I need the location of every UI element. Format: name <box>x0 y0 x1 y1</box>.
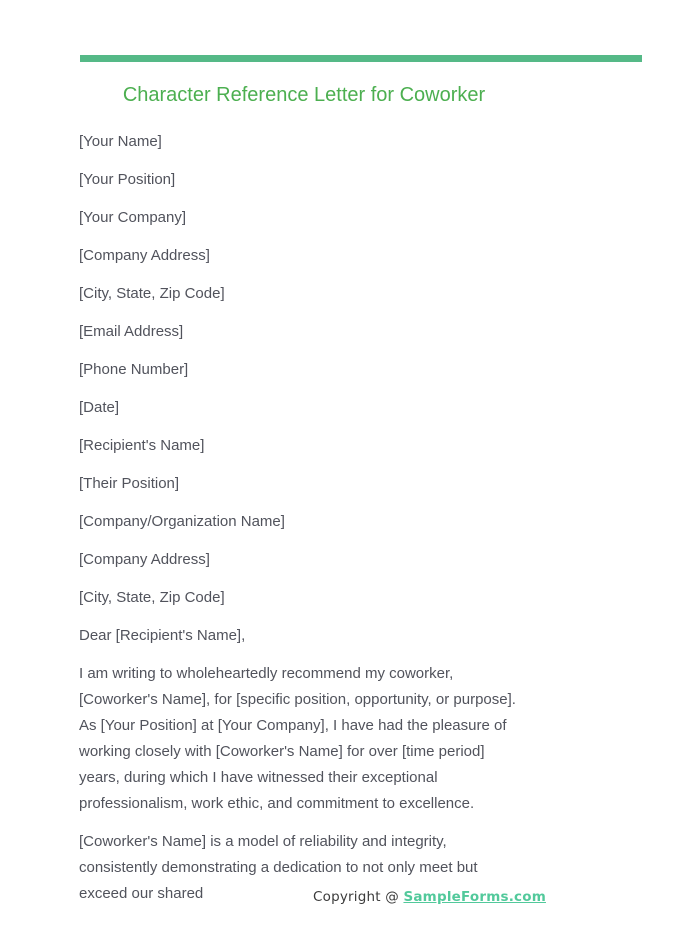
letter-line-date: [Date] <box>79 399 120 416</box>
letter-line-their-position: [Their Position] <box>79 475 180 492</box>
letter-line-phone-number: [Phone Number] <box>79 361 189 378</box>
letter-line-company-address: [Company Address] <box>79 247 210 264</box>
letter-line-your-position: [Your Position] <box>79 171 176 188</box>
footer <box>313 889 546 905</box>
page-title: Character Reference Letter for Coworker <box>122 84 486 106</box>
copyright-text: Copyright @ <box>313 889 404 905</box>
letter-salutation: Dear [Recipient's Name], <box>79 627 246 644</box>
letter-paragraph-2: [Coworker's Name] is a model of reliability and integrity, consistently demonstrating a dedication to not only meet but exceed our shared <box>79 833 478 902</box>
letter-paragraph-1: I am writing to wholeheartedly recommend my coworker, [Coworker's Name], for [specific position, opportunity, or purpose]. As [Your Position] at [Your Company], I have had the pleasure of working closely with [Coworker's Name] for over [time period] years, during which I have witnessed their exceptional professionalism, work ethic, and commitment to excellence. <box>79 665 516 812</box>
sampleforms-link[interactable]: SampleForms.com <box>403 889 546 905</box>
letter-line-email-address: [Email Address] <box>79 323 184 340</box>
letter-line-your-company: [Your Company] <box>79 209 187 226</box>
accent-bar <box>80 55 642 62</box>
letter-line-recipient-name: [Recipient's Name] <box>79 437 205 454</box>
letter-line-org-name: [Company/Organization Name] <box>79 513 285 530</box>
letter-body <box>79 129 529 919</box>
letter-line-company-address-2: [Company Address] <box>79 551 210 568</box>
letter-line-city-state-zip-2: [City, State, Zip Code] <box>79 589 225 606</box>
letter-line-city-state-zip: [City, State, Zip Code] <box>79 285 225 302</box>
letter-line-your-name: [Your Name] <box>79 133 162 150</box>
